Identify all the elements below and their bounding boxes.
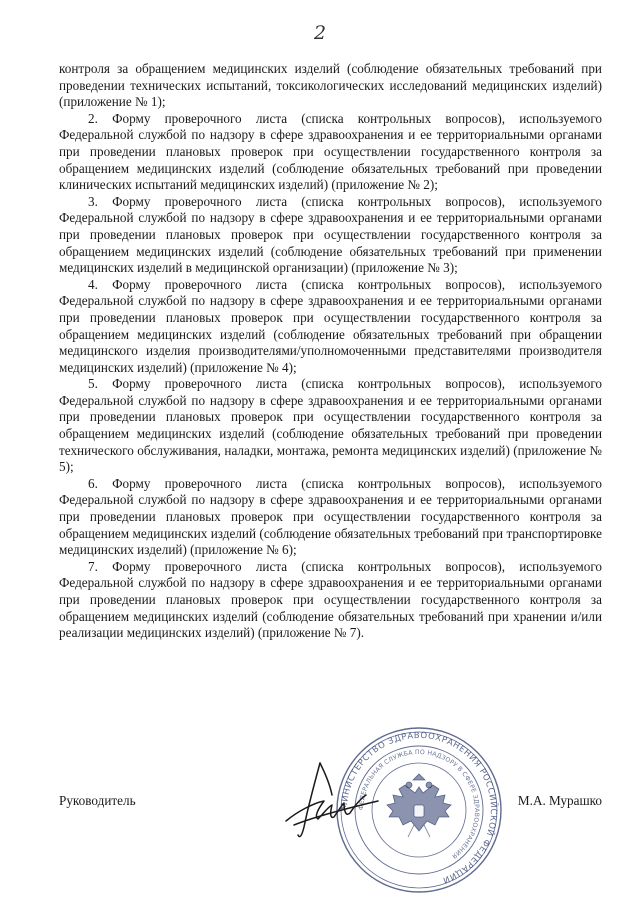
signature-block <box>59 730 602 885</box>
seal-outer-text: МИНИСТЕРСТВО ЗДРАВООХРАНЕНИЯ РОССИЙСКОЙ ФЕДЕРАЦИИ <box>339 730 499 885</box>
eagle-emblem-icon <box>387 774 451 837</box>
signer-role: Руководитель <box>59 793 136 808</box>
paragraph-item-6: 6. Форму проверочного листа (списка контрольных вопросов), используемого Федеральной службой по надзору в сфере здравоохранения и ее территориальными органами при проведении плановых проверок при осуществлении государственного контроля за обращением медицинских изделий (соблюдение обязательных требований при транспортировке медицинских изделий) (приложение № 6); <box>59 475 602 558</box>
page-number: 2 <box>313 22 327 44</box>
seal-inner-text: ФЕДЕРАЛЬНАЯ СЛУЖБА ПО НАДЗОРУ В СФЕРЕ ЗДРАВООХРАНЕНИЯ <box>357 748 481 860</box>
paragraph-1-continued: контроля за обращением медицинских изделий (соблюдение обязательных требований при проведении технических испытаний, токсикологических исследований медицинских изделий) (приложение № 1); <box>59 61 602 110</box>
paragraph-item-7: 7. Форму проверочного листа (списка контрольных вопросов), используемого Федеральной службой по надзору в сфере здравоохранения и ее территориальными органами при проведении плановых проверок при осуществлении государственного контроля за обращением медицинских изделий (соблюдение обязательных требований при хранении и/или реализации медицинских изделий) (приложение № 7). <box>59 558 602 641</box>
paragraph-item-4: 4. Форму проверочного листа (списка контрольных вопросов), используемого Федеральной службой по надзору в сфере здравоохранения и ее территориальными органами при проведении плановых проверок при осуществлении государственного контроля за обращением медицинских изделий (соблюдение обязательных требований при обращении медицинского изделия производителями/уполномоченными представителями производителя медицинских изделий) (приложение № 4); <box>59 276 602 375</box>
paragraph-item-2: 2. Форму проверочного листа (списка контрольных вопросов), используемого Федеральной службой по надзору в сфере здравоохранения и ее территориальными органами при проведении плановых проверок при осуществлении государственного контроля за обращением медицинских изделий (соблюдение обязательных требований при проведении клинических испытаний медицинских изделий) (приложение № 2); <box>59 110 602 193</box>
handwritten-signature-icon <box>274 755 394 850</box>
document-body <box>59 61 602 642</box>
paragraph-item-5: 5. Форму проверочного листа (списка контрольных вопросов), используемого Федеральной службой по надзору в сфере здравоохранения и ее территориальными органами при проведении плановых проверок при осуществлении государственного контроля за обращением медицинских изделий (соблюдение обязательных требований при проведении технического обслуживания, наладки, монтажа, ремонта медицинских изделий) (приложение № 5); <box>59 376 602 475</box>
signer-name: М.А. Мурашко <box>517 793 602 808</box>
paragraph-item-3: 3. Форму проверочного листа (списка контрольных вопросов), используемого Федеральной службой по надзору в сфере здравоохранения и ее территориальными органами при проведении плановых проверок при осуществлении государственного контроля за обращением медицинских изделий (соблюдение обязательных требований при применении медицинских изделий в медицинской организации) (приложение № 3); <box>59 193 602 276</box>
